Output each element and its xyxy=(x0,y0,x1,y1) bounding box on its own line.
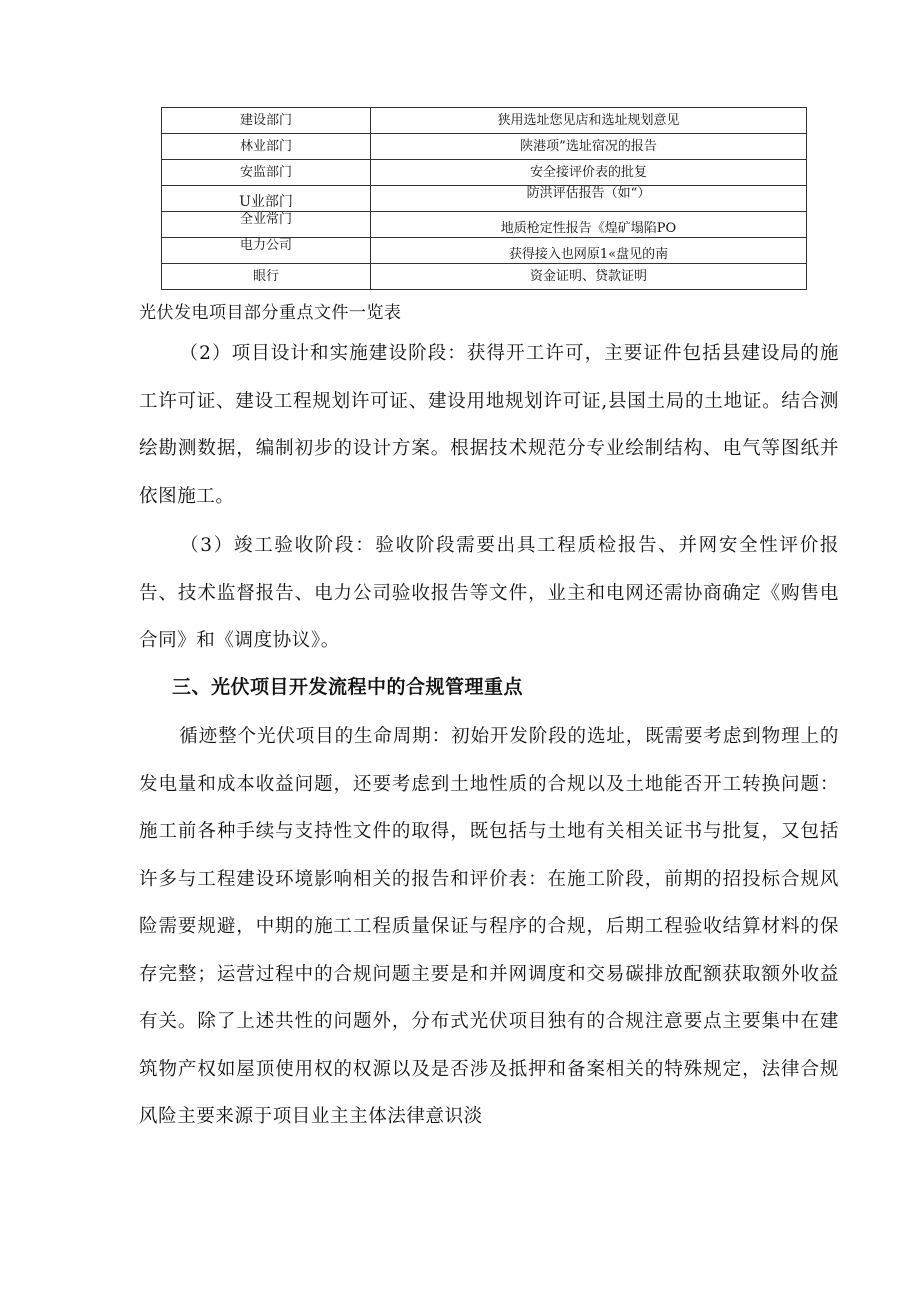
paragraph-acceptance-stage xyxy=(139,522,839,665)
key-documents-table xyxy=(161,107,807,290)
table-row xyxy=(162,160,807,186)
document-cell: 狭用选址您见店和选址规划意见 xyxy=(371,108,807,134)
table-row xyxy=(162,108,807,134)
document-cell: 安全接评价表的批复 xyxy=(371,160,807,186)
department-cell: 全业常门 xyxy=(162,212,371,238)
department-cell: 建设部门 xyxy=(162,108,371,134)
section-heading: 三、光伏项目开发流程中的合规管理重点 xyxy=(172,676,524,698)
document-cell: 地质枪定性报告《煌矿塌陷PO xyxy=(371,212,807,238)
document-cell: 陕港项”选址宿况的报告 xyxy=(371,134,807,160)
department-cell: 眼行 xyxy=(162,264,371,290)
paragraph-text: 循迹整个光伏项目的生命周期：初始开发阶段的选址，既需要考虑到物理上的发电量和成本收益问题，还要考虑到土地性质的合规以及土地能否开工转换问题：施工前各种手续与支持性文件的取得，既包括与土地有关相关证书与批复，又包括许多与工程建设环境影响相关的报告和评价表：在施工阶段，前期的招投标合规风险需要规避，中期的施工工程质量保证与程序的合规，后期工程验收结算材料的保存完整；运营过程中的合规问题主要是和并网调度和交易碳排放配额获取额外收益有关。除了上述共性的问题外，分布式光伏项目独有的合规注意要点主要集中在建筑物产权如屋顶使用权的权源以及是否涉及抵押和备案相关的特殊规定，法律合规风险主要来源于项目业主主体法律意识淡 xyxy=(139,726,839,1127)
table-row xyxy=(162,212,807,238)
paragraph-text: （2）项目设计和实施建设阶段：获得开工许可，主要证件包括县建设局的施工许可证、建设工程规划许可证、建设用地规划许可证,县国土局的土地证。结合测绘勘测数据，编制初步的设计方案。根据技术规范分专业绘制结构、电气等图纸并依图施工。 xyxy=(139,343,839,507)
department-cell: 林业部门 xyxy=(162,134,371,160)
paragraph-compliance-lifecycle xyxy=(139,713,839,1141)
document-cell: 防洪评估报告（如“） xyxy=(371,186,807,212)
paragraph-construction-stage xyxy=(139,330,839,520)
document-cell: 资金证明、贷款证明 xyxy=(371,264,807,290)
table-row xyxy=(162,238,807,264)
paragraph-text: （3）竣工验收阶段：验收阶段需要出具工程质检报告、并网安全性评价报告、技术监督报告、电力公司验收报告等文件，业主和电网还需协商确定《购售电合同》和《调度协议》。 xyxy=(139,535,839,651)
department-cell: 电力公司 xyxy=(162,238,371,264)
table-row xyxy=(162,134,807,160)
department-cell: 安监部门 xyxy=(162,160,371,186)
table-row xyxy=(162,264,807,290)
department-cell: U业部门 xyxy=(162,186,371,212)
table-row xyxy=(162,186,807,212)
table-caption: 光伏发电项目部分重点文件一览表 xyxy=(139,303,402,323)
document-cell: 获得接入也网原1«盘见的南 xyxy=(371,238,807,264)
